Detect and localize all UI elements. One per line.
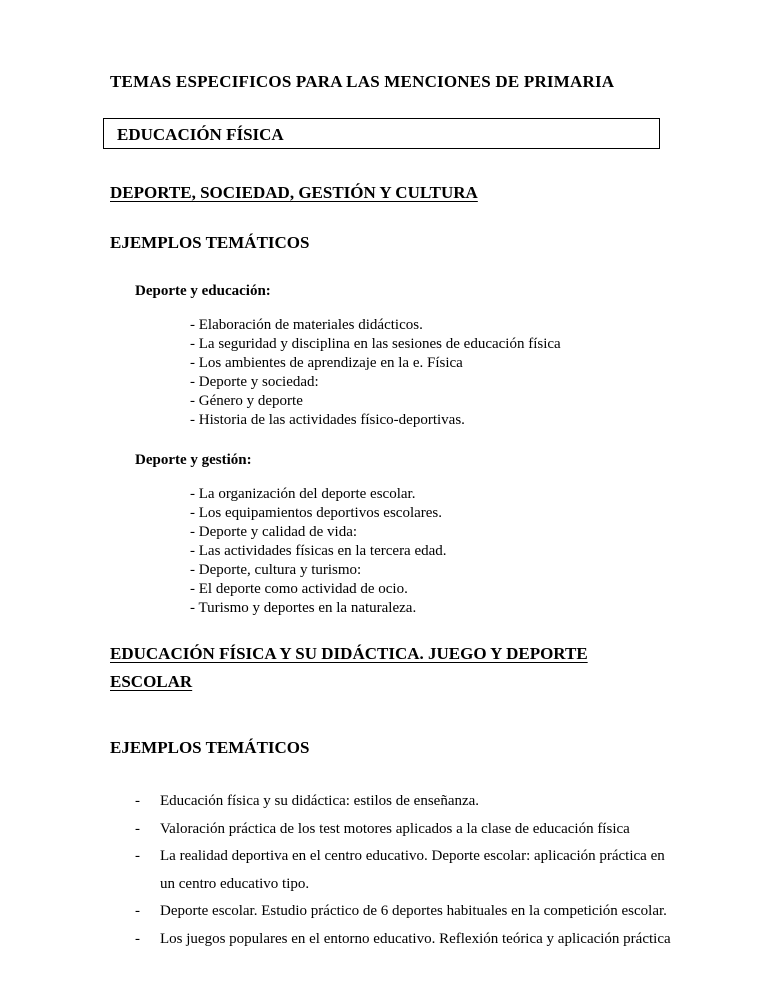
section2-subheading: EJEMPLOS TEMÁTICOS [110, 738, 310, 757]
list-item-text: La realidad deportiva en el centro educativo. Deporte escolar: aplicación práctica en un centro educativo tipo. [160, 848, 665, 892]
list-deporte-gestion [190, 485, 668, 618]
list-item-text: Valoración práctica de los test motores aplicados a la clase de educación física [160, 820, 630, 837]
list-item [135, 788, 687, 816]
section1-heading: DEPORTE, SOCIEDAD, GESTIÓN Y CULTURA [110, 183, 478, 202]
list-item: - Género y deporte [190, 393, 303, 409]
dash-marker: - [135, 793, 140, 809]
page-title: TEMAS ESPECIFICOS PARA LAS MENCIONES DE PRIMARIA [110, 72, 615, 91]
list-item: - Deporte y calidad de vida: [190, 524, 358, 540]
section1-subheading: EJEMPLOS TEMÁTICOS [110, 233, 310, 252]
list-item: - Deporte, cultura y turismo: [190, 562, 362, 578]
list-item: - Los equipamientos deportivos escolares. [190, 505, 443, 521]
dash-marker: - [135, 930, 140, 947]
list-item: - Deporte y sociedad: [190, 374, 319, 390]
list-item: - El deporte como actividad de ocio. [190, 581, 408, 597]
list-item [135, 898, 687, 926]
list-item [135, 926, 687, 954]
list-item [135, 843, 687, 898]
dash-marker: - [135, 820, 140, 837]
list-item: - Turismo y deportes en la naturaleza. [190, 600, 417, 616]
list-item [135, 816, 687, 844]
dash-marker: - [135, 903, 140, 919]
list-item: - La seguridad y disciplina en las sesiones de educación física [190, 336, 561, 352]
list-item: - Las actividades físicas en la tercera edad. [190, 543, 447, 559]
list-deporte-educacion [190, 316, 668, 430]
list-item-text: Educación física y su didáctica: estilos de enseñanza. [160, 793, 480, 809]
dash-marker: - [135, 848, 140, 864]
list-item: - La organización del deporte escolar. [190, 486, 416, 502]
list-ejemplos-tematicos-2 [135, 788, 687, 953]
list-item: - Historia de las actividades físico-deportivas. [190, 412, 465, 428]
list-item-text: Deporte escolar. Estudio práctico de 6 deportes habituales en la competición escolar. [160, 903, 667, 919]
list-item-text: Los juegos populares en el entorno educativo. Reflexión teórica y aplicación práctica [160, 930, 671, 947]
spacer [110, 722, 668, 738]
boxed-heading-educacion-fisica: EDUCACIÓN FÍSICA [103, 118, 660, 149]
group-label-deporte-gestion: Deporte y gestión: [135, 452, 252, 468]
group-label-deporte-educacion: Deporte y educación: [135, 283, 271, 299]
list-item: - Elaboración de materiales didácticos. [190, 317, 423, 333]
section2-heading: EDUCACIÓN FÍSICA Y SU DIDÁCTICA. JUEGO Y DEPORTE ESCOLAR [110, 644, 588, 691]
list-item: - Los ambientes de aprendizaje en la e. Física [190, 355, 463, 371]
